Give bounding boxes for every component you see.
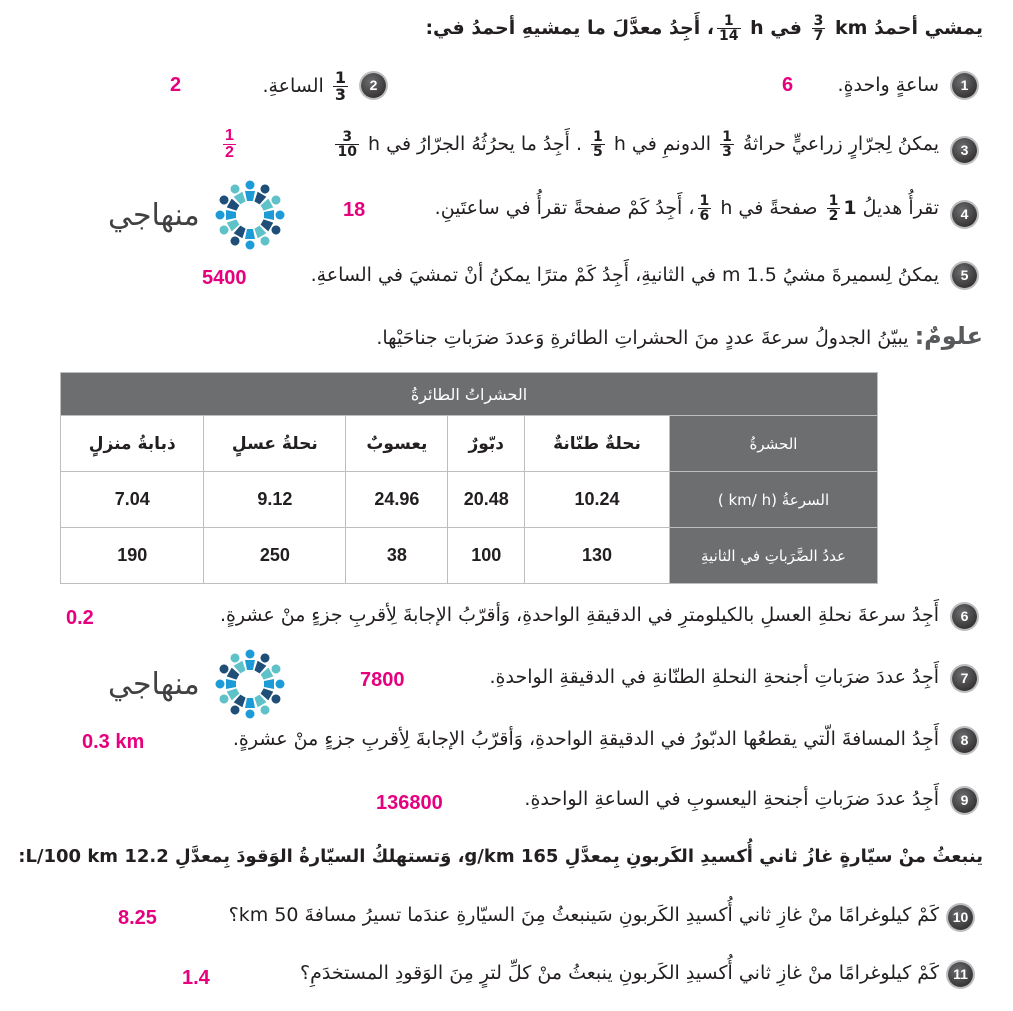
question-number-badge: 11 — [948, 962, 973, 987]
question-number-badge: 3 — [952, 138, 977, 163]
answer: 6 — [782, 74, 794, 96]
question-number-badge: 7 — [952, 666, 977, 691]
question-number-badge: 4 — [952, 202, 977, 227]
speed-cell: 7.04 — [61, 472, 204, 528]
question-number-badge: 6 — [952, 604, 977, 629]
answer: 8.25 — [118, 907, 157, 929]
question-text: كَمْ كيلوغرامًا منْ غازِ ثاني أُكسيدِ الكَربونِ ينبعثُ منْ كلِّ لترٍ مِنَ الوَقودِ المستخدَمِ؟ — [300, 962, 939, 984]
fraction: $\frac{1}{6}$ — [699, 193, 710, 224]
intro-line: يمشي أحمدُ km $\frac{3}{7}$ في h $\frac{1}{14}$ ، أَجِدُ معدَّلَ ما يمشيهِ أحمدُ في: — [425, 13, 983, 44]
question-text: يمكنُ لِجرّارٍ زراعيٍّ حراثةُ $\frac{1}{3}$ الدونمِ في h $\frac{1}{5}$ . أَجِدُ ما يحرُثُهُ الجرّارُ في h $\frac{3}{10}$ — [337, 129, 939, 160]
question-number-badge: 9 — [952, 788, 977, 813]
table-row — [61, 472, 878, 528]
question-text: ساعةٍ واحدةٍ. — [837, 74, 939, 96]
insect-name: نحلةٌ طنّانةٌ — [525, 416, 670, 472]
table-row — [61, 416, 878, 472]
answer: 5400 — [202, 267, 247, 289]
fraction: $\frac{1}{3}$ — [722, 129, 732, 160]
beats-cell: 190 — [61, 528, 204, 584]
logo-icon — [210, 175, 290, 255]
speed-cell: 20.48 — [448, 472, 525, 528]
insect-name: نحلةُ عسلٍ — [204, 416, 346, 472]
insect-name: ذبابةُ منزلٍ — [61, 416, 204, 472]
fraction: $\frac{1}{5}$ — [593, 129, 603, 160]
answer: 1.4 — [182, 967, 210, 989]
beats-cell: 250 — [204, 528, 346, 584]
insect-name: يعسوبٌ — [346, 416, 448, 472]
answer: 7800 — [360, 669, 405, 691]
fraction: $\frac{1}{3}$ — [334, 68, 346, 104]
question-text: أَجِدُ عددَ ضرَباتِ أجنحةِ اليعسوبِ في الساعةِ الواحدةِ. — [524, 788, 939, 810]
science-intro: علومٌ: يبيّنُ الجدولُ سرعةَ عددٍ منَ الحشراتِ الطائرةِ وَعددَ ضرَباتِ جناحَيْها. — [376, 322, 983, 350]
question-number-badge: 1 — [952, 73, 977, 98]
speed-cell: 10.24 — [525, 472, 670, 528]
question-text: يمكنُ لِسميرةَ مشيُ 1.5 m في الثانيةِ، أَجِدُ كَمْ مترًا يمكنُ أنْ تمشيَ في الساعةِ. — [310, 264, 939, 286]
answer: 0.2 — [66, 607, 94, 629]
table-title: الحشراتُ الطائرةُ — [61, 373, 878, 416]
question-text: تقرأُ هديلُ 1 $\frac{1}{2}$ صفحةً في h $\frac{1}{6}$ ، أَجِدُ كَمْ صفحةً تقرأُ في ساعتَينِ. — [434, 193, 939, 224]
question-text: $\frac{1}{3}$ الساعةِ. — [262, 68, 346, 104]
car-intro: ينبعثُ منْ سيّارةٍ غازُ ثاني أُكسيدِ الكَربونِ بِمعدَّلِ 165 g/km، وَتستهلكُ السيّارةُ الوَقودَ بِمعدَّلِ 12.2 L/100 km: — [18, 846, 983, 867]
row-header: الحشرةُ — [670, 416, 878, 472]
question-text: أَجِدُ سرعةَ نحلةِ العسلِ بالكيلومترِ في الدقيقةِ الواحدةِ، وَأقرّبُ الإجابةَ لِأقربِ جزءٍ منْ عشرةٍ. — [219, 604, 939, 626]
question-number-badge: 10 — [948, 905, 973, 930]
fraction: $\frac{3}{7}$ — [813, 13, 824, 44]
row-header: عددُ الضَّرَباتِ في الثانيةِ — [670, 528, 878, 584]
answer: 18 — [343, 199, 366, 221]
insect-name: دبّورٌ — [448, 416, 525, 472]
logo-icon — [210, 644, 290, 724]
question-number-badge: 2 — [361, 73, 386, 98]
manhaji-logo — [108, 644, 290, 724]
fraction: $\frac{1}{14}$ — [719, 13, 739, 44]
fraction: $\frac{1}{2}$ — [225, 127, 234, 161]
answer: 136800 — [376, 792, 443, 814]
beats-cell: 130 — [525, 528, 670, 584]
question-number-badge: 5 — [952, 263, 977, 288]
speed-cell: 9.12 — [204, 472, 346, 528]
question-text: كَمْ كيلوغرامًا منْ غازِ ثاني أُكسيدِ الكَربونِ سَينبعثُ مِنَ السيّارةِ عندَما تسيرُ مسافةَ 50 km؟ — [228, 904, 939, 926]
question-text: أَجِدُ المسافةَ الّتي يقطعُها الدبّورُ في الدقيقةِ الواحدةِ، وَأقرّبُ الإجابةَ لِأقربِ جزءٍ منْ عشرةٍ. — [232, 728, 939, 750]
logo-text: منهاجي — [108, 197, 200, 233]
answer: 0.3 km — [82, 731, 145, 753]
answer: 2 — [170, 74, 182, 96]
logo-text: منهاجي — [108, 666, 200, 702]
fraction: $\frac{1}{2}$ — [828, 193, 839, 224]
beats-cell: 38 — [346, 528, 448, 584]
question-number-badge: 8 — [952, 728, 977, 753]
science-label: علومٌ: — [914, 322, 983, 350]
table-row — [61, 528, 878, 584]
question-text: أَجِدُ عددَ ضرَباتِ أجنحةِ النحلةِ الطنّانةِ في الدقيقةِ الواحدةِ. — [489, 666, 939, 688]
speed-cell: 24.96 — [346, 472, 448, 528]
row-header: السرعةُ (km/ h ) — [670, 472, 878, 528]
insects-table — [60, 372, 878, 584]
fraction: $\frac{3}{10}$ — [337, 129, 357, 160]
manhaji-logo — [108, 175, 290, 255]
beats-cell: 100 — [448, 528, 525, 584]
answer — [220, 128, 239, 161]
